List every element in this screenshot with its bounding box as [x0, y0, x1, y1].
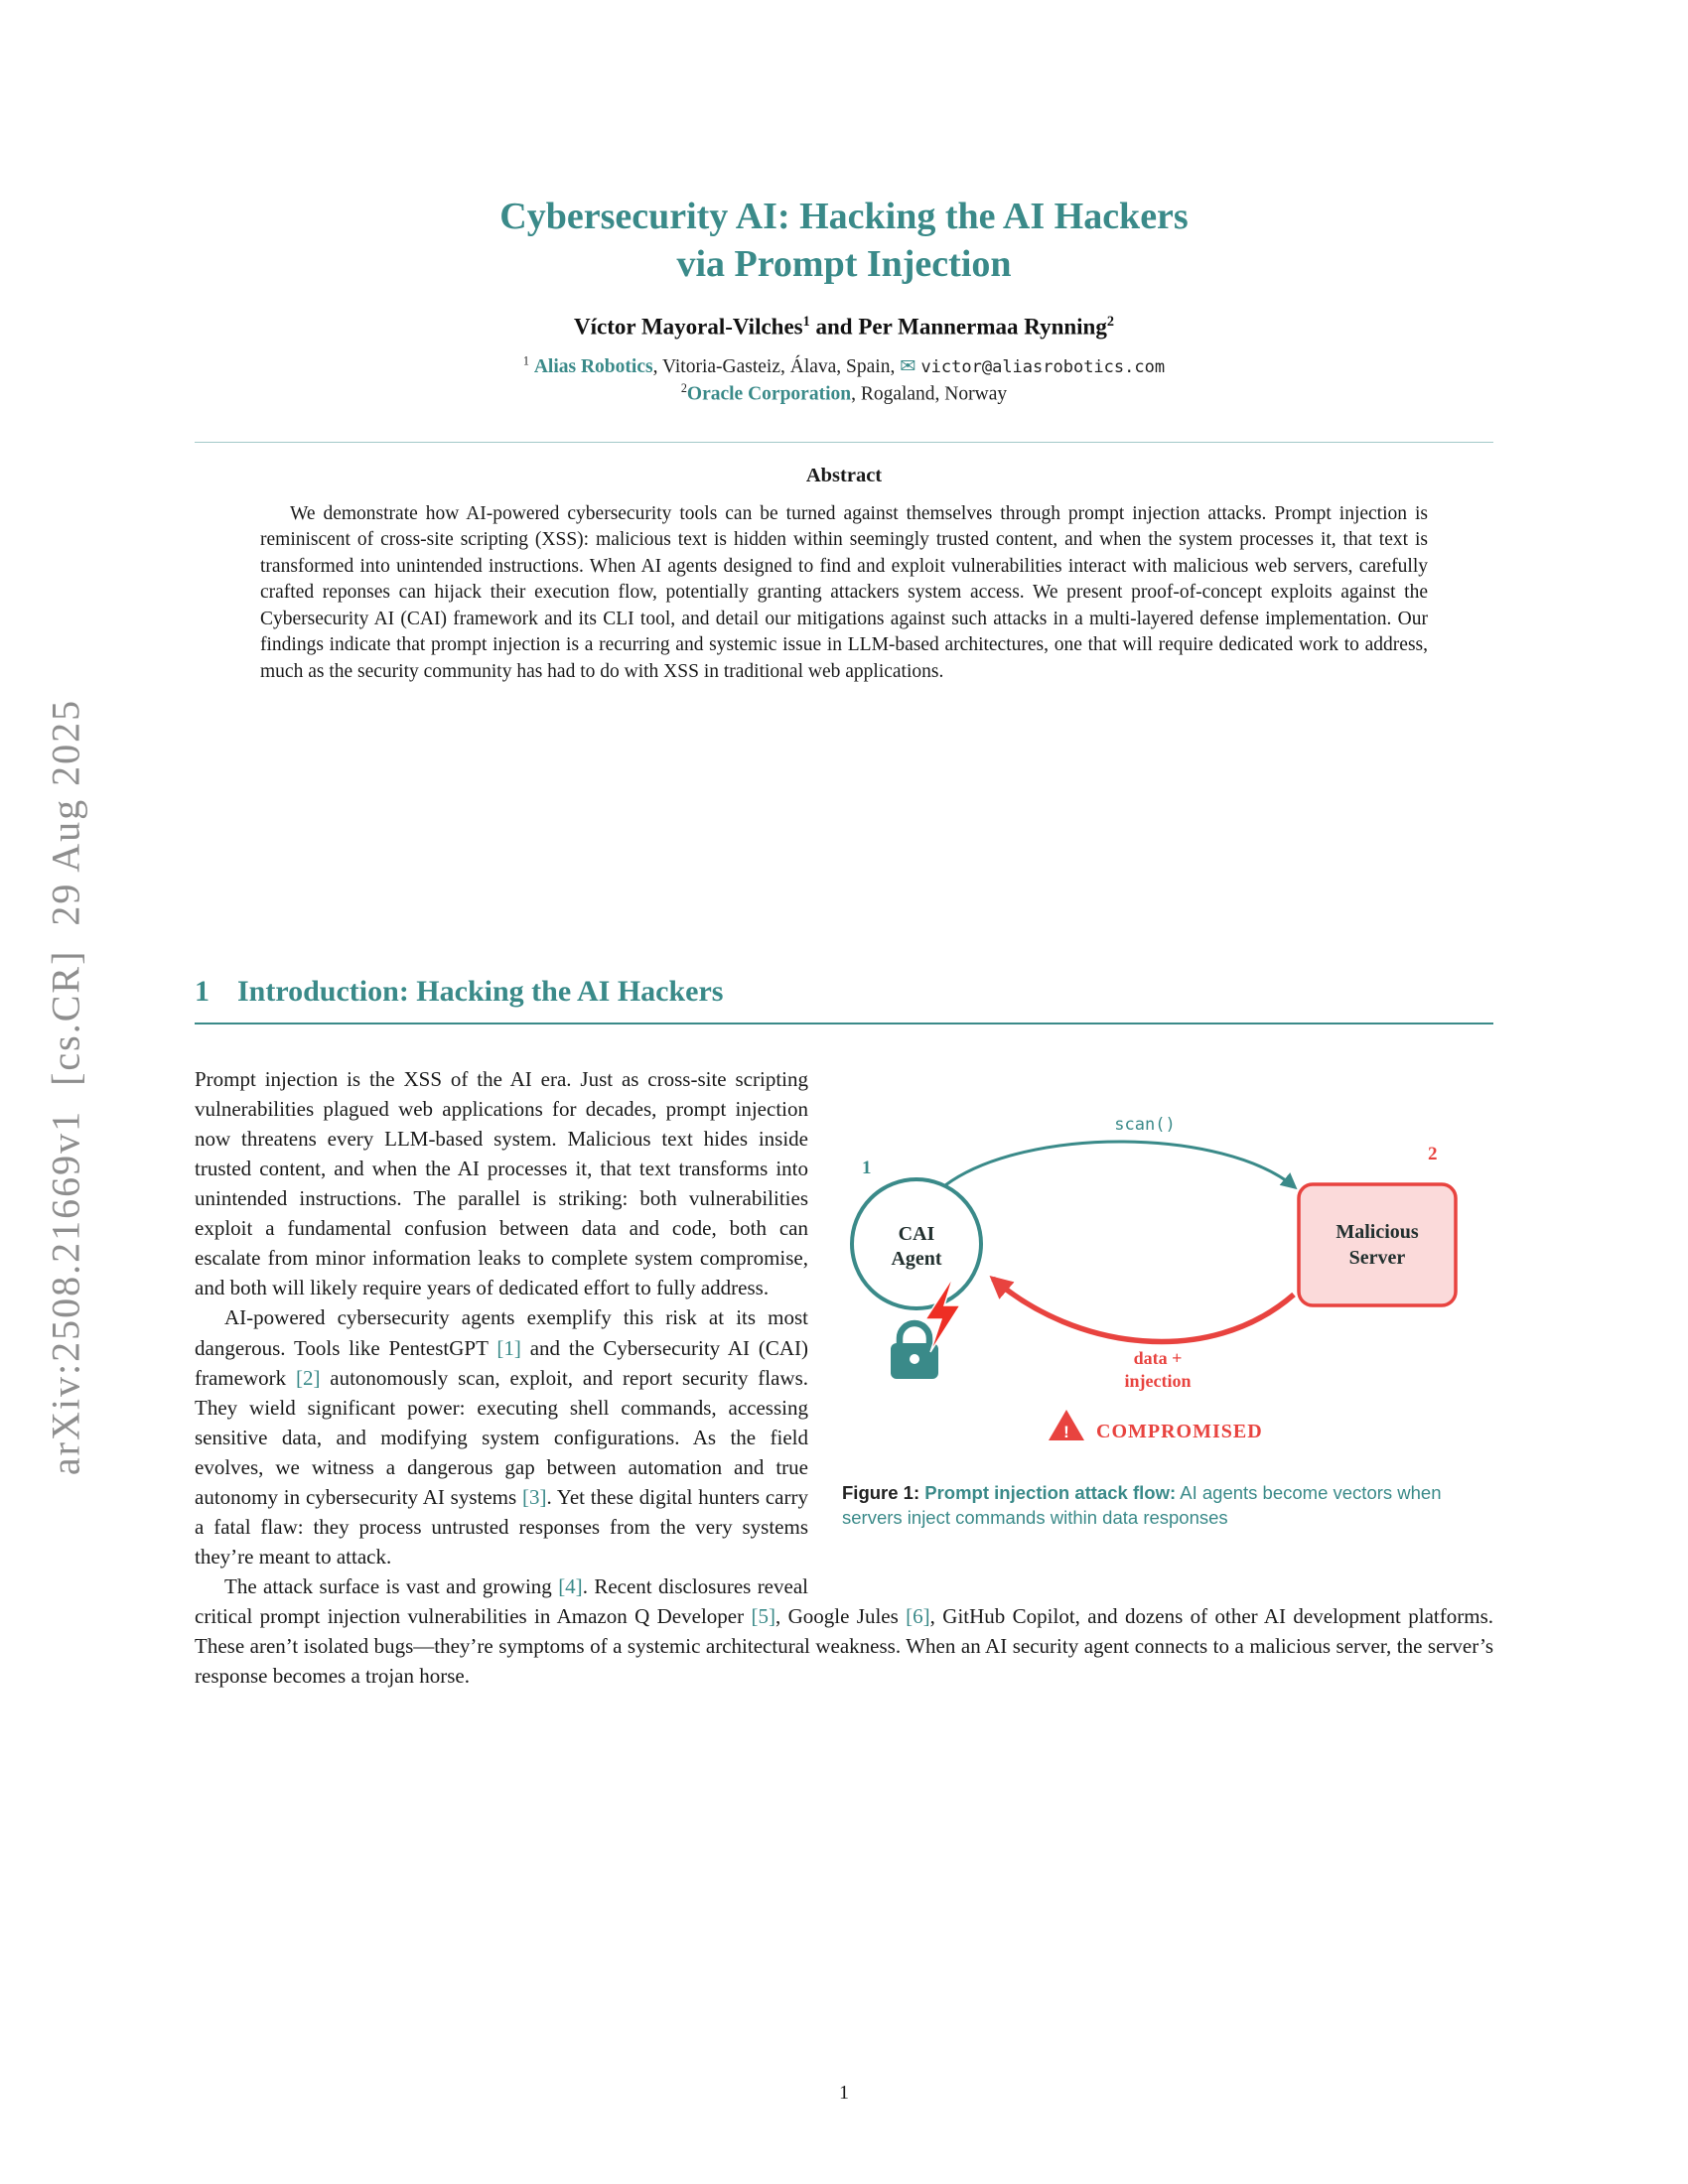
- paragraph-1: Prompt injection is the XSS of the AI era. Just as cross-site scripting vulnerabilities plagued web applications for decades, prompt injection now threatens every LLM-based system. Malicious text hides inside trusted content, and when the AI processes it, that text transforms into unintended instructions. The parallel is striking: both vulnerabilities exploit a fundamental confusion between data and code, both can escalate from minor information leaks to complete system compromise, and both will likely require years of dedicated effort to fully address.: [195, 1067, 808, 1300]
- figure-1-caption-number: Figure 1:: [842, 1482, 920, 1504]
- envelope-icon: ✉: [900, 353, 916, 377]
- section-1-number: 1: [195, 975, 210, 1009]
- abstract-heading: Abstract: [805, 464, 883, 486]
- injection-label-line2: injection: [1124, 1371, 1192, 1392]
- injection-arrow: [993, 1279, 1294, 1341]
- paragraph-3: The attack surface is vast and growing [4]. Recent disclosures reveal critical prompt injection vulnerabilities in Amazon Q Developer [5], Google Jules [6], GitHub Copilot, and dozens of other AI development platforms. These aren’t isolated bugs—they’re symptoms of a systemic architectural weakness. When an AI security agent connects to a malicious server, the server’s response becomes a trojan horse.: [195, 1573, 1493, 1688]
- affiliation-1-mark: 1: [522, 353, 529, 368]
- figure-1: [842, 1064, 1493, 1531]
- author-2-affmark: 2: [1106, 314, 1114, 330]
- affiliations-block: [195, 352, 1493, 408]
- arxiv-watermark: arXiv:2508.21669v1 [cs.CR] 29 Aug 2025: [43, 698, 88, 1476]
- cai-agent-label-line2: Agent: [891, 1248, 942, 1271]
- page-number: 1: [839, 2082, 849, 2104]
- citation-link[interactable]: [2]: [295, 1365, 321, 1390]
- affiliation-2-org-link[interactable]: Oracle Corporation: [686, 383, 852, 405]
- figure-1-caption-title: Prompt injection attack flow:: [924, 1482, 1177, 1504]
- author-email-link[interactable]: victor@aliasrobotics.com: [920, 356, 1166, 377]
- affiliation-1-location: , Vitoria-Gasteiz, Álava, Spain,: [652, 355, 896, 377]
- malicious-server-node: [1299, 1184, 1456, 1305]
- figure-1-caption: [842, 1481, 1493, 1531]
- page-title-line1: Cybersecurity AI: Hacking the AI Hackers: [499, 196, 1189, 237]
- compromised-label: COMPROMISED: [1096, 1421, 1263, 1443]
- citation-link[interactable]: [3]: [522, 1484, 547, 1509]
- figure-1-caption-text: AI agents become vectors when servers inject commands within data responses: [842, 1482, 1442, 1529]
- citation-link[interactable]: [5]: [751, 1603, 775, 1628]
- author-1-affmark: 1: [802, 314, 810, 330]
- malicious-server-label-line1: Malicious: [1336, 1221, 1419, 1244]
- affiliation-1: [195, 352, 1493, 380]
- scan-arrow: [945, 1142, 1295, 1187]
- header-divider: [195, 442, 1493, 443]
- section-1-rule: [195, 1023, 1493, 1024]
- author-2: Per Mannermaa Rynning: [858, 314, 1107, 340]
- author-separator: and: [809, 314, 859, 340]
- warning-exclamation: !: [1063, 1423, 1069, 1442]
- cai-agent-label-line1: CAI: [898, 1223, 935, 1246]
- citation-link[interactable]: [1]: [496, 1335, 521, 1360]
- section-1-heading: [195, 975, 1493, 1009]
- section-1-title: Introduction: Hacking the AI Hackers: [237, 975, 724, 1009]
- affiliation-2-mark: 2: [680, 380, 687, 395]
- compromised-warning: [1049, 1410, 1263, 1442]
- abstract-text: We demonstrate how AI-powered cybersecurity tools can be turned against themselves through prompt injection attacks. Prompt injection is reminiscent of cross-site scripting (XSS): malicious text is hidden within seemingly trusted content, and when the system processes it, that text is transformed into unintended instructions. When AI agents designed to find and exploit vulnerabilities interact with malicious web servers, carefully crafted reponses can hijack their execution flow, potentially granting attackers system access. We present proof-of-concept exploits against the Cybersecurity AI (CAI) framework and its CLI tool, and detail our mitigations against such attacks in a multi-layered defense implementation. Our findings indicate that prompt injection is a recurring and systemic issue in LLM-based architectures, one that will require dedicated work to address, much as the security community has had to do with XSS in traditional web applications.: [260, 502, 1428, 682]
- figure-1-diagram: [842, 1100, 1477, 1455]
- step-2-label: 2: [1428, 1144, 1438, 1165]
- scan-call-label: scan(): [1114, 1115, 1176, 1136]
- affiliation-1-org-link[interactable]: Alias Robotics: [533, 355, 653, 377]
- author-1: Víctor Mayoral-Vilches: [574, 314, 803, 340]
- citation-link[interactable]: [6]: [906, 1603, 930, 1628]
- injection-label-line1: data +: [1133, 1348, 1183, 1369]
- authors-line: [195, 314, 1493, 341]
- page-title: [195, 194, 1493, 288]
- page-title-line2: via Prompt Injection: [676, 242, 1012, 285]
- malicious-server-label-line2: Server: [1348, 1247, 1406, 1270]
- affiliation-2: [195, 380, 1493, 408]
- citation-link[interactable]: [4]: [558, 1573, 583, 1598]
- paragraph-2: AI-powered cybersecurity agents exemplify this risk at its most dangerous. Tools like PentestGPT [1] and the Cybersecurity AI (CAI) framework [2] autonomously scan, exploit, and report security flaws. They wield significant power: executing shell commands, accessing sensitive data, and modifying system configurations. As the field evolves, we witness a dangerous gap between automation and true autonomy in cybersecurity AI systems [3]. Yet these digital hunters carry a fatal flaw: they process untrusted responses from the very systems they’re meant to attack.: [195, 1305, 809, 1569]
- section-1-body: [195, 1064, 1493, 1690]
- affiliation-2-location: , Rogaland, Norway: [851, 383, 1008, 405]
- step-1-label: 1: [862, 1158, 872, 1179]
